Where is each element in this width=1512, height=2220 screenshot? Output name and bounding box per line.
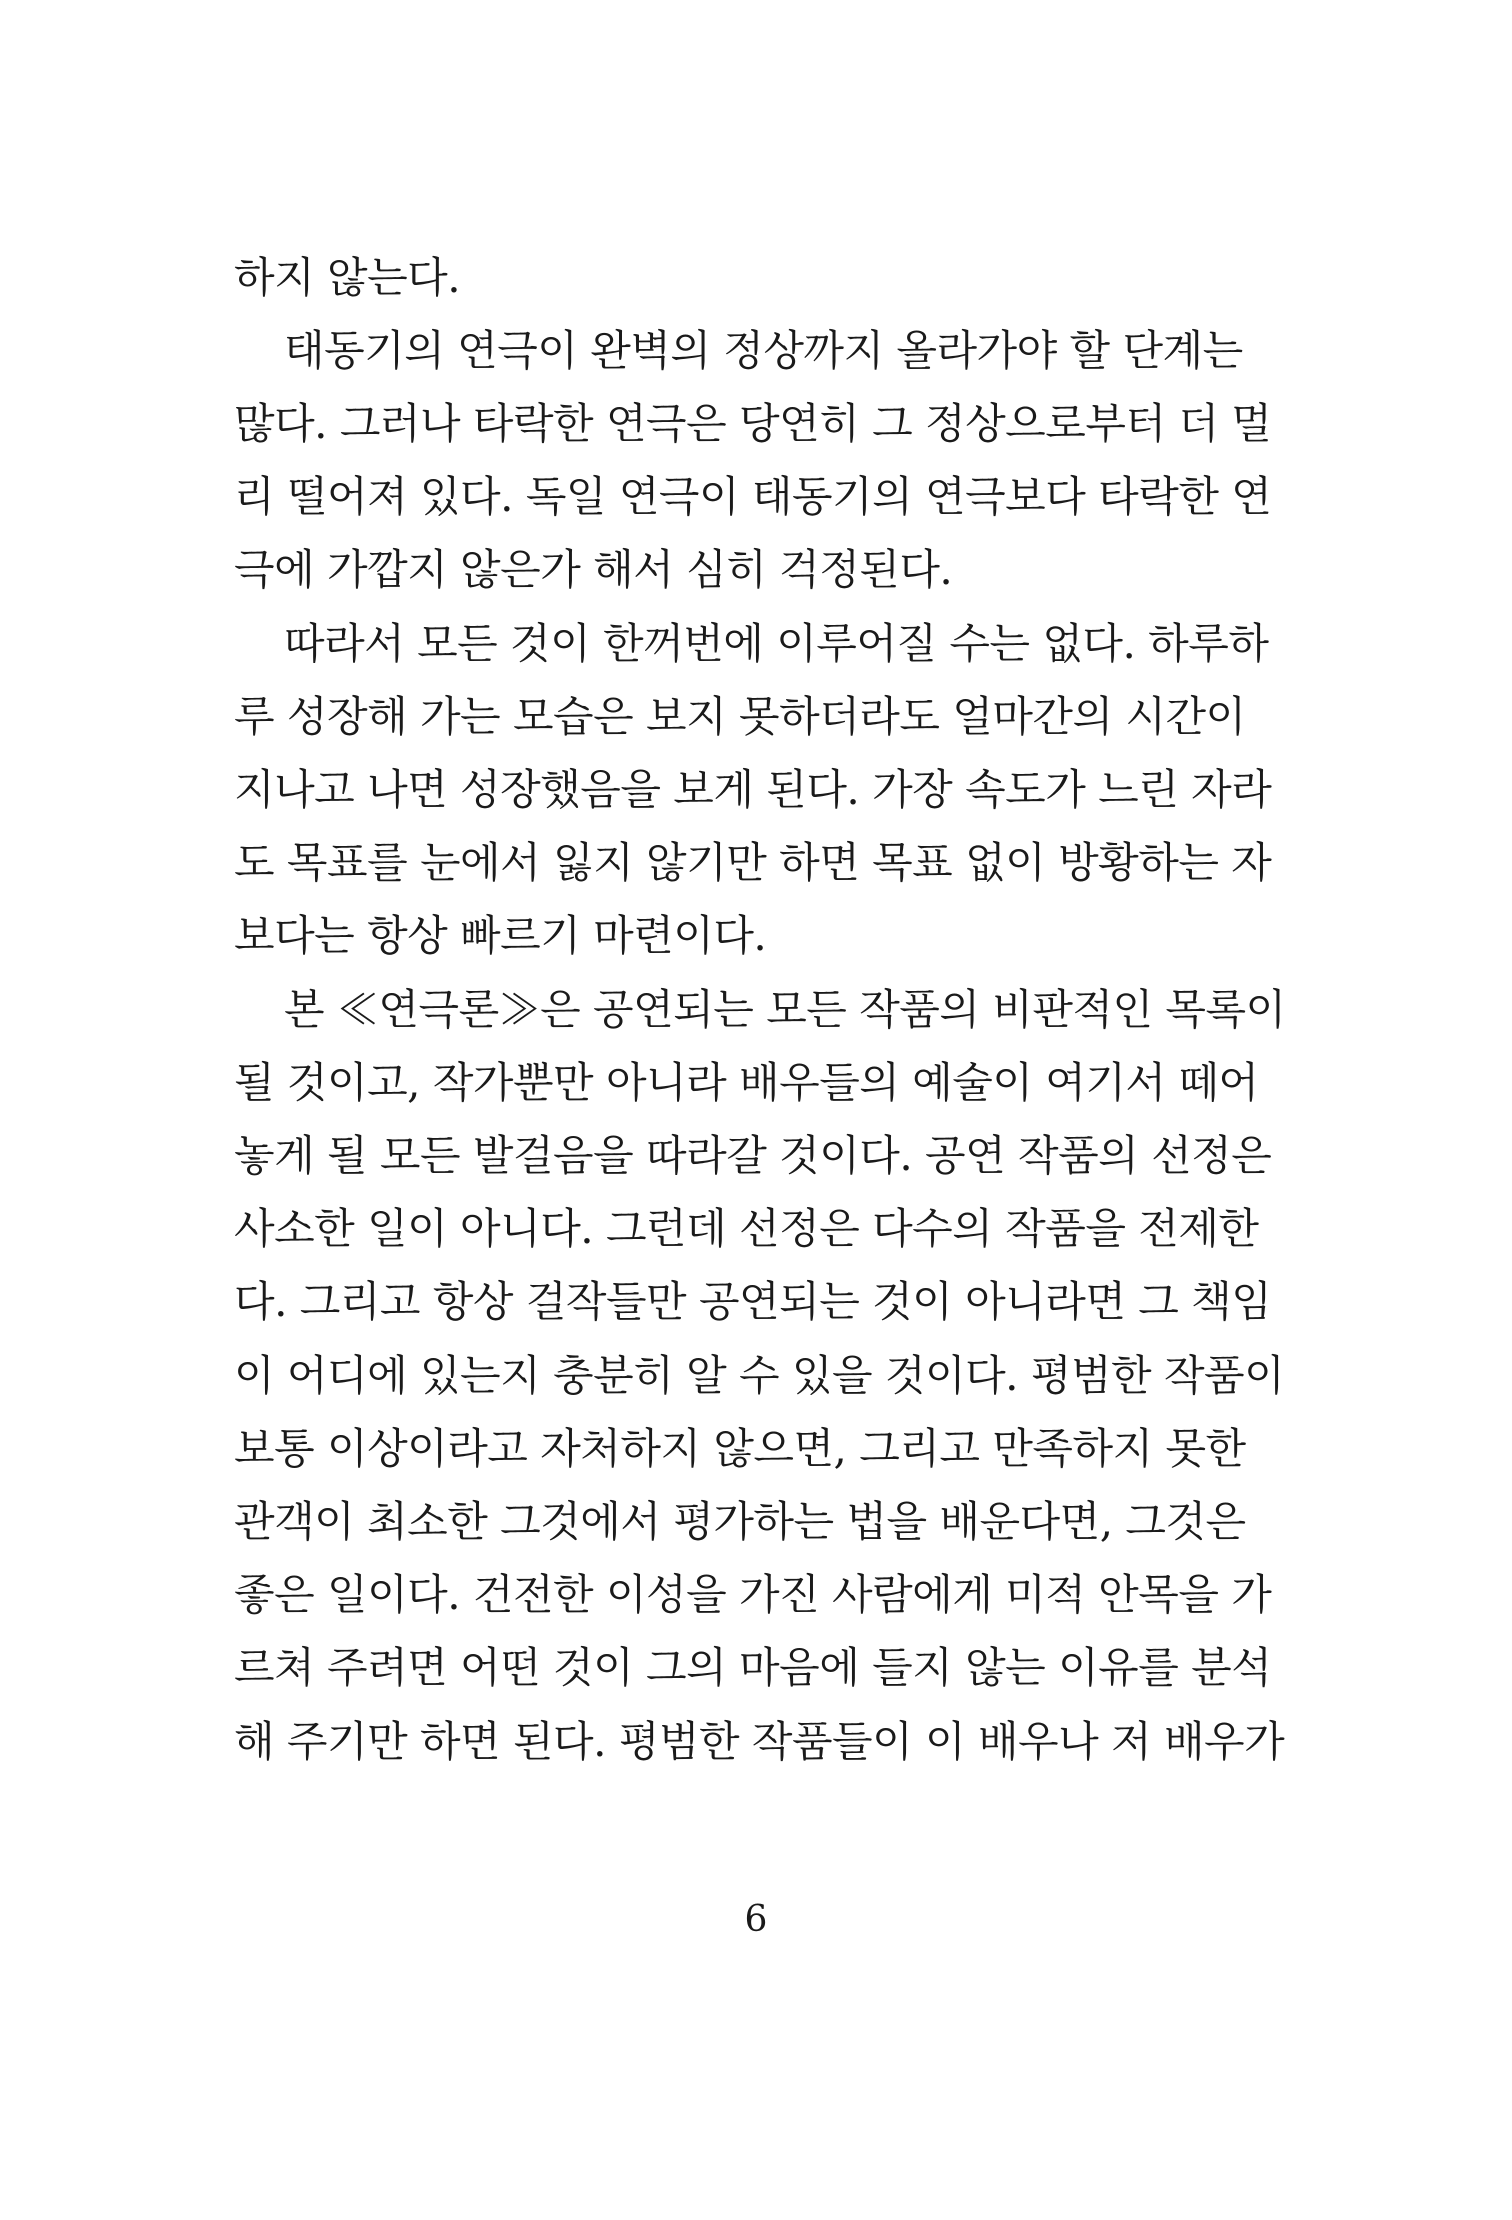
text-line: 따라서 모든 것이 한꺼번에 이루어질 수는 없다. 하루하 <box>284 619 1269 668</box>
text-line: 놓게 될 모든 발걸음을 따라갈 것이다. 공연 작품의 선정은 <box>234 1131 1272 1180</box>
text-line: 사소한 일이 아니다. 그런데 선정은 다수의 작품을 전제한 <box>234 1204 1259 1253</box>
text-line: 극에 가깝지 않은가 해서 심히 걱정된다. <box>234 545 953 594</box>
text-line: 관객이 최소한 그것에서 평가하는 법을 배운다면, 그것은 <box>234 1497 1246 1546</box>
text-line: 리 떨어져 있다. 독일 연극이 태동기의 연극보다 타락한 연 <box>234 472 1272 521</box>
text-line: 보통 이상이라고 자처하지 않으면, 그리고 만족하지 못한 <box>234 1424 1246 1473</box>
text-line: 해 주기만 하면 된다. 평범한 작품들이 이 배우나 저 배우가 <box>234 1717 1285 1766</box>
text-line: 많다. 그러나 타락한 연극은 당연히 그 정상으로부터 더 멀 <box>234 399 1272 448</box>
text-line: 지나고 나면 성장했음을 보게 된다. 가장 속도가 느린 자라 <box>234 765 1272 814</box>
text-line: 다. 그리고 항상 걸작들만 공연되는 것이 아니라면 그 책임 <box>234 1277 1272 1326</box>
text-line: 르쳐 주려면 어떤 것이 그의 마음에 들지 않는 이유를 분석 <box>234 1643 1272 1692</box>
text-line: 하지 않는다. <box>234 253 461 302</box>
text-line: 좋은 일이다. 건전한 이성을 가진 사람에게 미적 안목을 가 <box>234 1570 1272 1619</box>
page-number: 6 <box>744 1899 768 1940</box>
text-line: 도 목표를 눈에서 잃지 않기만 하면 목표 없이 방황하는 자 <box>234 838 1272 887</box>
text-line: 태동기의 연극이 완벽의 정상까지 올라가야 할 단계는 <box>284 326 1243 375</box>
text-line: 이 어디에 있는지 충분히 알 수 있을 것이다. 평범한 작품이 <box>234 1351 1285 1400</box>
text-line: 본 ≪연극론≫은 공연되는 모든 작품의 비판적인 목록이 <box>284 985 1286 1034</box>
text-line: 루 성장해 가는 모습은 보지 못하더라도 얼마간의 시간이 <box>234 692 1246 741</box>
text-line: 보다는 항상 빠르기 마련이다. <box>234 911 767 960</box>
text-line: 될 것이고, 작가뿐만 아니라 배우들의 예술이 여기서 떼어 <box>234 1058 1259 1107</box>
